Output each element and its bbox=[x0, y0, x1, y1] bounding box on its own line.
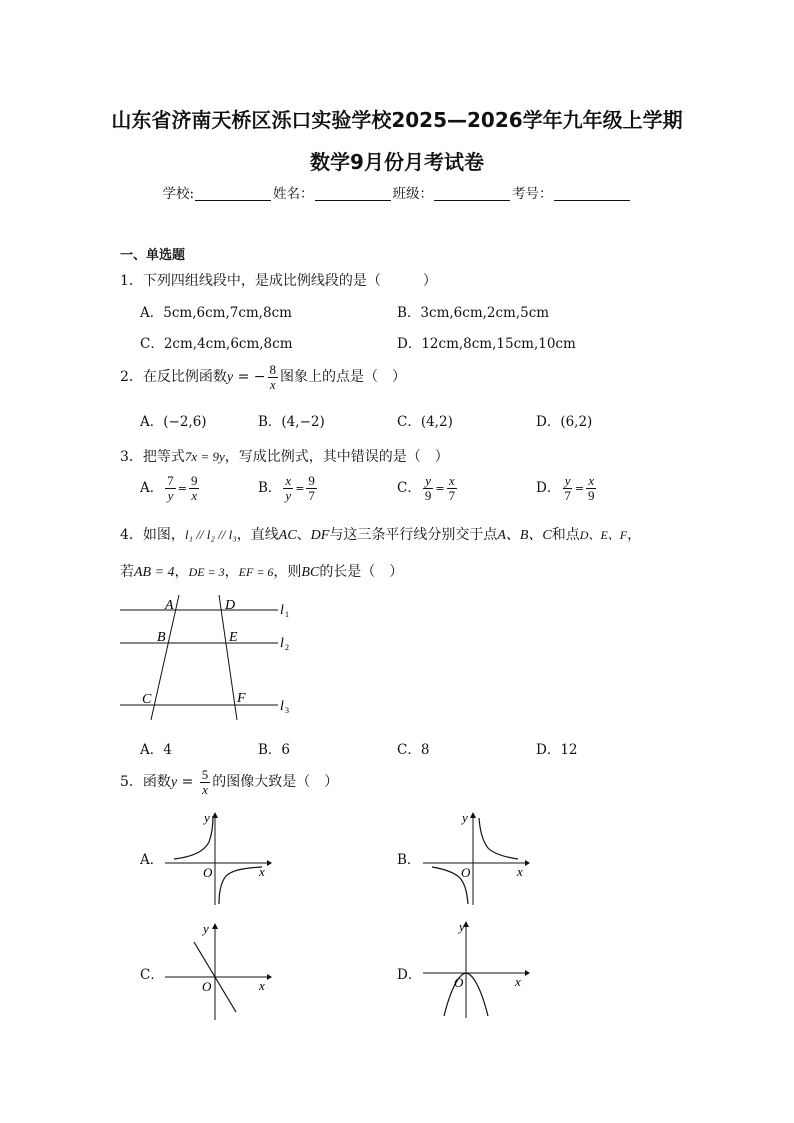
q3-option-c bbox=[397, 474, 459, 503]
x-axis-arrow bbox=[267, 974, 272, 980]
q3-c-n2: x bbox=[448, 473, 455, 488]
origin-label: O bbox=[202, 979, 212, 994]
q5-option-a-graph bbox=[160, 810, 275, 910]
q3-b-n1: x bbox=[285, 473, 292, 488]
y-axis-label: y bbox=[462, 810, 468, 825]
q3-d-n2: x bbox=[588, 473, 595, 488]
q2-fraction bbox=[268, 363, 279, 392]
curve-branch-upper-right bbox=[479, 818, 518, 859]
q3-b-d1: y bbox=[285, 488, 292, 503]
q3-d-frac1 bbox=[562, 474, 573, 503]
id-blank bbox=[554, 186, 630, 201]
q2-stem bbox=[120, 362, 406, 393]
q3-a-d1: y bbox=[167, 488, 174, 503]
y-axis-label: y bbox=[203, 921, 209, 936]
q4-stem-line1 bbox=[120, 524, 641, 544]
q3-a-eq: = bbox=[177, 482, 187, 495]
x-axis-label: x bbox=[517, 864, 523, 879]
q1-stem: 1．下列四组线段中，是成比例线段的是（ ） bbox=[120, 273, 437, 289]
q1-option-b: B．3cm,6cm,2cm,5cm bbox=[397, 305, 550, 321]
x-axis-label: x bbox=[515, 974, 521, 989]
q3-option-d bbox=[536, 474, 599, 503]
q3-a-n1: 7 bbox=[167, 473, 174, 488]
q4-ef: EF = 6 bbox=[238, 565, 274, 579]
q1-option-a: A．5cm,6cm,7cm,8cm bbox=[140, 305, 292, 321]
q5-option-b-label: B． bbox=[397, 852, 421, 868]
q2-num: 8 bbox=[269, 361, 277, 377]
q3-c-eq: = bbox=[435, 482, 445, 495]
q5-option-a-label: A． bbox=[140, 852, 164, 868]
q5-option-c-label: C． bbox=[140, 967, 164, 983]
line-ac bbox=[151, 595, 179, 720]
class-label: 班级： bbox=[392, 186, 434, 202]
q4-post: 的长是（ ） bbox=[319, 564, 404, 580]
class-blank bbox=[434, 186, 510, 201]
q3-d-eq: = bbox=[574, 482, 585, 495]
origin-label: O bbox=[203, 865, 213, 880]
q4-option-d: D．12 bbox=[536, 742, 578, 758]
q5-post: 的图像大致是（ ） bbox=[212, 774, 339, 790]
q5-pre: 5．函数 bbox=[120, 774, 171, 790]
q5-den: x bbox=[202, 781, 208, 797]
q3-b-frac2 bbox=[306, 474, 317, 503]
exam-title-line1: 山东省济南天桥区泺口实验学校2025—2026学年九年级上学期 bbox=[111, 108, 683, 132]
q5-eq: = bbox=[177, 774, 198, 790]
q1-option-c: C．2cm,4cm,6cm,8cm bbox=[140, 336, 293, 352]
q3-option-a bbox=[140, 474, 201, 503]
q3-c-frac2 bbox=[447, 474, 458, 503]
q4-pre: 4．如图， bbox=[120, 527, 185, 543]
q5-fraction bbox=[200, 768, 211, 797]
q3-post: ，写成比例式，其中错误的是（ ） bbox=[224, 449, 449, 465]
q2-option-c: C．(4,2) bbox=[397, 414, 453, 430]
q3-a-frac2 bbox=[189, 474, 200, 503]
q2-option-d: D．(6,2) bbox=[536, 414, 593, 430]
q4-points1: A、B、C bbox=[497, 528, 552, 543]
q2-pre: 2．在反比例函数 bbox=[120, 369, 227, 385]
q4-then: ，则 bbox=[273, 564, 302, 580]
name-label: 姓名： bbox=[273, 186, 314, 202]
q3-b-n2: 9 bbox=[308, 473, 315, 488]
q2-option-a: A．(−2,6) bbox=[140, 414, 207, 430]
q4-points2: D、E、F bbox=[579, 528, 628, 542]
q4-mid2: 与这三条平行线分别交于点 bbox=[329, 527, 498, 543]
q5-option-c-graph bbox=[160, 920, 275, 1025]
q3-equation: 7x = 9y bbox=[184, 449, 225, 464]
q4-stem-line2 bbox=[120, 561, 403, 581]
q4-df: DF bbox=[310, 528, 330, 543]
q4-option-b: B．6 bbox=[258, 742, 291, 758]
q4-option-a: A．4 bbox=[140, 742, 172, 758]
y-axis-arrow bbox=[470, 812, 476, 818]
school-blank bbox=[195, 186, 271, 201]
label-l2: l bbox=[280, 636, 284, 651]
x-axis-label: x bbox=[259, 864, 265, 879]
student-info-line bbox=[0, 182, 794, 202]
section-heading: 一、单选题 bbox=[120, 248, 186, 263]
x-axis-arrow bbox=[525, 970, 530, 976]
q5-option-d-graph bbox=[418, 918, 533, 1023]
q3-d-d2: 9 bbox=[588, 488, 595, 503]
q3-pre: 3．把等式 bbox=[120, 449, 185, 465]
q5-y: y bbox=[170, 775, 178, 790]
q5-option-b-graph bbox=[418, 810, 533, 910]
q3-a-label: A． bbox=[140, 480, 164, 496]
point-label-c: C bbox=[142, 692, 152, 707]
point-label-b: B bbox=[157, 630, 166, 645]
y-axis-arrow bbox=[212, 923, 218, 929]
point-label-a: A bbox=[165, 598, 174, 613]
y-axis-label: y bbox=[204, 810, 210, 825]
q4-de: DE = 3 bbox=[188, 565, 225, 579]
q2-eq: = − bbox=[233, 369, 266, 385]
q4-comma2: ， bbox=[174, 564, 189, 580]
q4-and: 和点 bbox=[551, 527, 580, 543]
x-axis-label: x bbox=[259, 978, 265, 993]
origin-label: O bbox=[454, 975, 464, 990]
q3-a-frac1 bbox=[165, 474, 176, 503]
x-axis-arrow bbox=[525, 860, 530, 866]
q4-parallels: l₁ // l₂ // l₃ bbox=[184, 527, 237, 542]
point-label-f: F bbox=[237, 691, 246, 706]
q3-c-d2: 7 bbox=[448, 488, 456, 503]
q3-d-frac2 bbox=[586, 474, 597, 503]
label-l2-sub: 2 bbox=[285, 643, 289, 652]
q3-d-label: D． bbox=[536, 480, 561, 496]
q3-d-n1: y bbox=[564, 473, 571, 488]
q5-stem bbox=[120, 767, 338, 798]
point-label-e: E bbox=[229, 630, 238, 645]
q3-c-n1: y bbox=[425, 473, 431, 488]
x-axis-arrow bbox=[267, 860, 272, 866]
q3-c-d1: 9 bbox=[424, 488, 432, 503]
label-l1: l bbox=[280, 603, 284, 618]
q2-y: y bbox=[226, 370, 234, 385]
q3-b-eq: = bbox=[295, 482, 305, 495]
q3-c-frac1 bbox=[423, 474, 434, 503]
q4-mid: ，直线 bbox=[236, 527, 279, 543]
q5-option-d-label: D． bbox=[397, 967, 422, 983]
label-l3-sub: 3 bbox=[285, 706, 289, 715]
q4-ac: AC bbox=[278, 528, 297, 543]
q3-stem bbox=[120, 446, 449, 466]
q2-post: 图象上的点是（ ） bbox=[280, 369, 407, 385]
curve-branch-lower-right bbox=[219, 867, 262, 904]
q4-ab: AB = 4 bbox=[134, 565, 175, 580]
q3-c-label: C． bbox=[397, 480, 421, 496]
point-label-d: D bbox=[225, 598, 236, 613]
line-df bbox=[219, 595, 237, 720]
q2-option-b: B．(4,−2) bbox=[258, 414, 325, 430]
q4-comma3: ， bbox=[224, 564, 239, 580]
label-l3: l bbox=[280, 699, 284, 714]
q1-option-d: D．12cm,8cm,15cm,10cm bbox=[397, 336, 576, 352]
label-l1-sub: 1 bbox=[285, 610, 289, 619]
y-axis-label: y bbox=[459, 919, 465, 934]
q4-if: 若 bbox=[120, 564, 134, 580]
q4-option-c: C．8 bbox=[397, 742, 430, 758]
id-label: 考号： bbox=[512, 186, 553, 202]
q3-b-d2: 7 bbox=[308, 488, 315, 503]
q4-parallel-lines-figure bbox=[110, 590, 300, 725]
q3-b-label: B． bbox=[258, 480, 282, 496]
q3-a-d2: x bbox=[191, 488, 198, 503]
school-label: 学校: bbox=[162, 186, 195, 202]
q4-sep: 、 bbox=[296, 527, 311, 543]
q3-b-frac1 bbox=[283, 474, 293, 503]
q3-d-d1: 7 bbox=[564, 488, 571, 503]
q5-num: 5 bbox=[201, 766, 209, 782]
q4-comma: ， bbox=[627, 527, 642, 543]
q4-bc: BC bbox=[301, 565, 320, 580]
q3-option-b bbox=[258, 474, 319, 503]
origin-label: O bbox=[461, 865, 471, 880]
q2-den: x bbox=[269, 376, 276, 392]
q3-a-n2: 9 bbox=[190, 473, 198, 488]
exam-title-line2: 数学9月份月考试卷 bbox=[310, 150, 484, 174]
name-blank bbox=[315, 186, 391, 201]
